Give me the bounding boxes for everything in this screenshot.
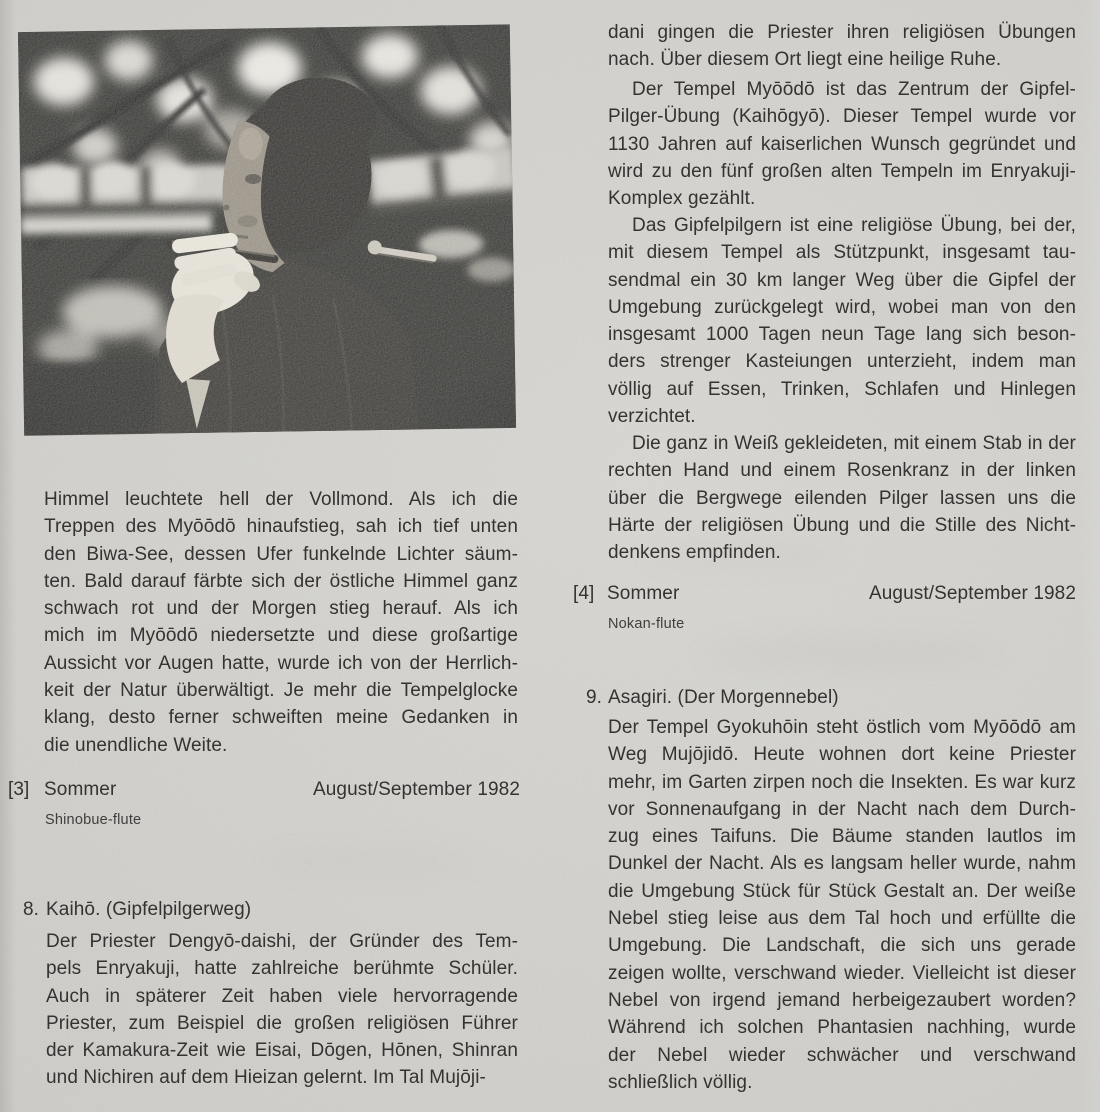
text-line: ders strenger Kasteiungen unterzieht, indem man (608, 351, 1076, 373)
paragraph-myoodo (608, 76, 1076, 212)
text-line: Während ich solchen Phantasien nachhing, wurde (608, 1017, 1076, 1039)
text-line: über die Bergwege eilenden Pilger lassen uns die (608, 487, 1076, 509)
text-line: Die ganz in Weiß gekleideten, mit einem Stab in der (632, 433, 1076, 454)
text-line: mehr, im Garten zirpen noch die Insekten. Es war kurz (608, 771, 1076, 793)
track-4-row (573, 583, 1076, 605)
section-9-title: Asagiri. (Der Morgennebel) (608, 687, 839, 708)
text-line: 1130 Jahren auf kaiserlichen Wunsch gegründet und (608, 133, 1076, 155)
text-line: rechten Hand und einem Rosenkranz in der linken (608, 460, 1076, 482)
section-9-heading (586, 687, 1076, 709)
text-line: Treppen des Myōōdō hinaufstieg, sah ich tief unten (44, 516, 518, 538)
text-line: Aussicht vor Augen hatte, wurde ich von der Herrlich- (44, 652, 518, 674)
text-line: schließlich völlig. (608, 1071, 753, 1093)
track-3-number: [3] (8, 779, 30, 800)
paragraph-gipfelpilgern (608, 212, 1076, 430)
text-line: verzichtet. (608, 406, 696, 428)
text-line: Umgebung zurückgelegt wird, wobei man von den (608, 296, 1076, 318)
track-4-date: August/September 1982 (868, 583, 1076, 604)
text-line: Das Gipfelpilgern ist eine religiöse Übung, bei der, (632, 215, 1076, 236)
text-line: klang, desto ferner schweiften meine Gedanken in (44, 707, 518, 729)
text-line: zug eines Taifuns. Die Bäume standen lautlos im (608, 826, 1076, 848)
section-8-heading (23, 899, 518, 921)
text-line: und Nichiren auf dem Hieizan gelernt. Im Tal Mujōji- (46, 1067, 486, 1089)
flute-player-photo-art (18, 24, 516, 436)
text-line: der Nebel wieder schwächer und verschwand (608, 1044, 1076, 1066)
section-9-number: 9. (586, 687, 603, 708)
track-4-number: [4] (573, 583, 595, 604)
paragraph-pilger (608, 430, 1076, 566)
text-line: Pilger-Übung (Kaihōgyō). Dieser Tempel wurde vor (608, 106, 1076, 128)
track-3-instrument: Shinobue-flute (45, 812, 142, 828)
text-line: sendmal ein 30 km langer Weg über die Gipfel der (608, 269, 1076, 291)
scan-smudge (260, 850, 480, 874)
text-line: Der Priester Dengyō-daishi, der Gründer des Tem- (46, 931, 518, 952)
text-line: die unendliche Weite. (44, 734, 228, 756)
left-continuation-paragraph (44, 486, 518, 759)
text-line: die Umgebung Stück für Stück Gestalt an. Der weiße (608, 880, 1076, 902)
scan-smudge (700, 640, 1000, 666)
track-3-title: Sommer (44, 779, 117, 800)
track-4-instrument: Nokan-flute (608, 616, 685, 632)
text-line: Auch in späterer Zeit haben viele hervorragende (46, 985, 518, 1007)
photo-grain (18, 24, 516, 435)
text-line: Dunkel der Nacht. Als es langsam heller wurde, nahm (608, 853, 1076, 875)
text-line: Himmel leuchtete hell der Vollmond. Als ich die (44, 489, 518, 510)
text-line: zeigen wollte, verschwand wieder. Vielleicht ist dieser (608, 962, 1076, 984)
section-8-number: 8. (23, 899, 40, 920)
text-line: vor Sonnenaufgang in der Nacht nach dem Durch- (608, 798, 1076, 820)
text-line: pels Enryakuji, hatte zahlreiche berühmte Schüler. (46, 958, 518, 980)
section-8-title: Kaihō. (Gipfelpilgerweg) (46, 899, 252, 920)
text-line: der Kamakura-Zeit wie Eisai, Dōgen, Hōnen, Shinran (46, 1040, 518, 1062)
text-line: Der Tempel Gyokuhōin steht östlich vom Myōōdō am (608, 717, 1076, 738)
text-line: nach. Über diesem Ort liegt eine heilige Ruhe. (608, 49, 1002, 71)
text-line: wird zu den fünf großen alten Tempeln im Enryakuji- (608, 160, 1076, 182)
right-continuation-paragraph (608, 19, 1076, 74)
text-line: Weg Mujōjidō. Heute wohnen dort keine Priester (608, 744, 1076, 766)
flute-player-photo (18, 24, 516, 436)
text-line: mit diesem Tempel als Stützpunkt, insgesamt tau- (608, 242, 1076, 264)
text-line: Der Tempel Myōōdō ist das Zentrum der Gipfel- (632, 79, 1076, 100)
track-4-title: Sommer (607, 583, 680, 604)
text-line: völlig auf Essen, Trinken, Schlafen und Hinlegen (608, 378, 1076, 400)
text-line: Priester, zum Beispiel die großen religiösen Führer (46, 1012, 518, 1034)
text-line: keit der Natur überwältigt. Je mehr die Tempelglocke (44, 680, 518, 702)
text-line: dani gingen die Priester ihren religiösen Übungen (608, 22, 1076, 43)
text-line: Härte der religiösen Übung und die Stille des Nicht- (608, 514, 1076, 536)
text-line: denkens empfinden. (608, 542, 781, 564)
track-3-date: August/September 1982 (312, 779, 520, 800)
text-line: mich im Myōōdō niedersetzte und diese großartige (44, 625, 518, 647)
section-8-paragraph (46, 928, 518, 1092)
text-line: Umgebung. Die Landschaft, die sich uns gerade (608, 935, 1076, 957)
text-line: ten. Bald darauf färbte sich der östliche Himmel ganz (44, 570, 518, 592)
text-line: schwach rot und der Morgen stieg herauf. Als ich (44, 598, 518, 620)
text-line: den Biwa-See, dessen Ufer funkelnde Lichter säum- (44, 543, 518, 565)
text-line: Nebel von irgend jemand herbeigezaubert worden? (608, 989, 1076, 1011)
text-line: Nebel stieg leise aus dem Tal hoch und erfüllte die (608, 908, 1076, 930)
text-line: Komplex gezählt. (608, 188, 756, 210)
section-9-paragraph (608, 714, 1076, 1096)
track-3-row (8, 779, 520, 801)
text-line: insgesamt 1000 Tagen neun Tage lang sich beson- (608, 324, 1076, 346)
